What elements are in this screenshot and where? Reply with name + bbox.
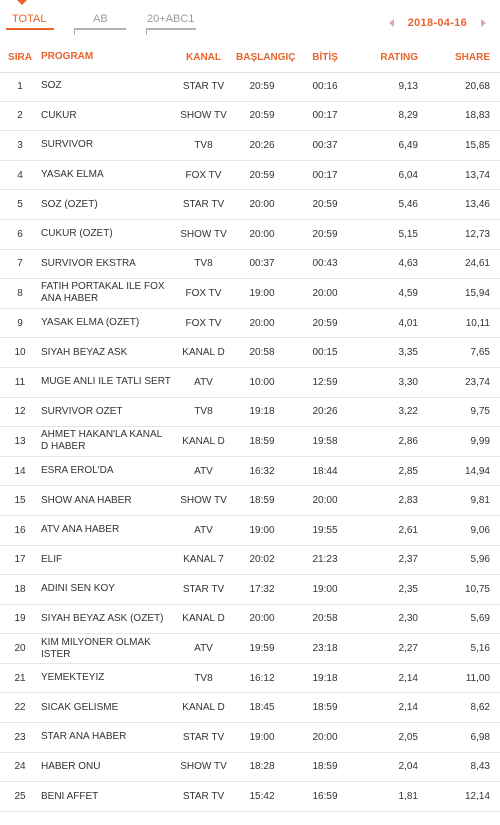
cell-rating: 2,14 xyxy=(398,702,418,714)
cell-bitis: 20:59 xyxy=(312,317,338,329)
cell-rating: 2,35 xyxy=(398,583,418,595)
cell-kanal: KANAL 7 xyxy=(183,554,224,566)
cell-baslangic: 19:59 xyxy=(249,643,275,655)
cell-program: MUGE ANLI ILE TATLI SERT xyxy=(41,376,171,388)
cell-rating: 3,35 xyxy=(398,347,418,359)
cell-kanal: ATV xyxy=(194,524,213,536)
cell-share: 15,85 xyxy=(464,139,490,151)
cell-rating: 2,30 xyxy=(398,613,418,625)
cell-rating: 2,86 xyxy=(398,435,418,447)
cell-program: SICAK GELISME xyxy=(41,701,119,713)
table-row xyxy=(0,634,500,664)
cell-kanal: STAR TV xyxy=(182,583,225,595)
cell-rank: 2 xyxy=(17,110,23,122)
table-row xyxy=(0,782,500,812)
cell-kanal: TV8 xyxy=(194,406,213,418)
cell-baslangic: 19:00 xyxy=(249,731,275,743)
cell-baslangic: 15:42 xyxy=(249,791,275,803)
cell-bitis: 19:00 xyxy=(312,583,338,595)
cell-baslangic: 17:32 xyxy=(249,583,275,595)
cell-kanal: SHOW TV xyxy=(180,228,227,240)
cell-program: HABER ONU xyxy=(41,760,101,772)
tab-ab-underline xyxy=(74,28,126,30)
cell-program: FATIH PORTAKAL ILE FOX ANA HABER xyxy=(41,281,165,305)
cell-program: STAR ANA HABER xyxy=(41,731,127,743)
cell-kanal: ATV xyxy=(194,376,213,388)
cell-rank: 11 xyxy=(14,376,26,388)
cell-share: 9,99 xyxy=(470,435,490,447)
cell-bitis: 00:17 xyxy=(312,110,338,122)
cell-bitis: 20:00 xyxy=(312,287,338,299)
cell-kanal: STAR TV xyxy=(182,80,225,92)
cell-baslangic: 00:37 xyxy=(249,258,275,270)
cell-kanal: SHOW TV xyxy=(180,110,227,122)
cell-share: 13,74 xyxy=(464,169,490,181)
table-row xyxy=(0,220,500,250)
table-row xyxy=(0,368,500,398)
table-row xyxy=(0,546,500,576)
cell-baslangic: 20:02 xyxy=(249,554,275,566)
cell-program: ESRA EROL'DA xyxy=(41,465,114,477)
cell-program: ELIF xyxy=(41,553,63,565)
table-row xyxy=(0,486,500,516)
cell-rank: 4 xyxy=(17,169,23,181)
next-date-icon[interactable] xyxy=(481,19,486,27)
table-row xyxy=(0,693,500,723)
cell-rank: 3 xyxy=(17,139,23,151)
table-row xyxy=(0,102,500,132)
cell-bitis: 19:18 xyxy=(312,672,338,684)
table-row xyxy=(0,161,500,191)
cell-program: AHMET HAKAN'LA KANAL D HABER xyxy=(41,429,162,453)
cell-rating: 2,83 xyxy=(398,495,418,507)
cell-rating: 3,30 xyxy=(398,376,418,388)
cell-rank: 6 xyxy=(17,228,23,240)
cell-rating: 2,61 xyxy=(398,524,418,536)
cell-rating: 4,01 xyxy=(398,317,418,329)
table-row xyxy=(0,309,500,339)
cell-program: YEMEKTEYIZ xyxy=(41,672,105,684)
cell-rank: 24 xyxy=(14,761,26,773)
current-date: 2018-04-16 xyxy=(407,17,467,29)
cell-bitis: 20:00 xyxy=(312,495,338,507)
cell-baslangic: 20:59 xyxy=(249,80,275,92)
table-row xyxy=(0,190,500,220)
cell-rating: 2,14 xyxy=(398,672,418,684)
active-tab-caret xyxy=(17,0,27,5)
cell-baslangic: 18:28 xyxy=(249,761,275,773)
cell-baslangic: 20:00 xyxy=(249,228,275,240)
table-row xyxy=(0,723,500,753)
cell-share: 14,94 xyxy=(464,465,490,477)
cell-baslangic: 19:00 xyxy=(249,287,275,299)
cell-share: 24,61 xyxy=(464,258,490,270)
cell-rank: 20 xyxy=(14,643,26,655)
cell-share: 7,65 xyxy=(470,347,490,359)
cell-share: 13,46 xyxy=(464,199,490,211)
cell-bitis: 19:58 xyxy=(312,435,338,447)
cell-bitis: 20:58 xyxy=(312,613,338,625)
cell-share: 20,68 xyxy=(464,80,490,92)
cell-rank: 25 xyxy=(14,791,26,803)
cell-program: BENI AFFET xyxy=(41,790,99,802)
header-bitis[interactable]: BİTİŞ xyxy=(312,51,338,63)
table-row xyxy=(0,250,500,280)
cell-rank: 18 xyxy=(14,583,26,595)
cell-kanal: TV8 xyxy=(194,258,213,270)
cell-baslangic: 18:59 xyxy=(249,435,275,447)
cell-program: CUKUR (OZET) xyxy=(41,228,113,240)
cell-share: 12,14 xyxy=(464,791,490,803)
cell-bitis: 00:16 xyxy=(312,80,338,92)
cell-baslangic: 20:58 xyxy=(249,347,275,359)
cell-baslangic: 20:59 xyxy=(249,169,275,181)
cell-bitis: 21:23 xyxy=(312,554,338,566)
cell-share: 6,98 xyxy=(470,731,490,743)
cell-share: 12,73 xyxy=(464,228,490,240)
tab-20-abc1-tick xyxy=(146,30,147,35)
cell-program: ATV ANA HABER xyxy=(41,524,120,536)
cell-rank: 23 xyxy=(14,731,26,743)
cell-share: 8,43 xyxy=(470,761,490,773)
table-row xyxy=(0,338,500,368)
cell-rating: 4,63 xyxy=(398,258,418,270)
cell-bitis: 00:43 xyxy=(312,258,338,270)
tab-total[interactable]: TOTAL xyxy=(12,13,47,25)
cell-bitis: 18:59 xyxy=(312,702,338,714)
tab-20-abc1-underline xyxy=(146,28,196,30)
cell-bitis: 12:59 xyxy=(312,376,338,388)
cell-kanal: KANAL D xyxy=(182,702,225,714)
cell-kanal: STAR TV xyxy=(182,199,225,211)
cell-kanal: SHOW TV xyxy=(180,761,227,773)
cell-baslangic: 16:32 xyxy=(249,465,275,477)
cell-bitis: 20:26 xyxy=(312,406,338,418)
cell-baslangic: 19:00 xyxy=(249,524,275,536)
cell-program: CUKUR xyxy=(41,109,77,121)
cell-bitis: 20:59 xyxy=(312,199,338,211)
cell-baslangic: 20:00 xyxy=(249,317,275,329)
table-row xyxy=(0,457,500,487)
cell-rank: 22 xyxy=(14,702,26,714)
tab-total-underline xyxy=(6,28,54,30)
table-row xyxy=(0,398,500,428)
cell-baslangic: 20:59 xyxy=(249,110,275,122)
cell-share: 23,74 xyxy=(464,376,490,388)
cell-program: ADINI SEN KOY xyxy=(41,583,115,595)
cell-share: 5,16 xyxy=(470,643,490,655)
cell-rating: 5,15 xyxy=(398,228,418,240)
cell-rank: 1 xyxy=(17,80,23,92)
cell-rating: 2,05 xyxy=(398,731,418,743)
cell-rank: 15 xyxy=(14,495,26,507)
cell-share: 5,96 xyxy=(470,554,490,566)
cell-rank: 10 xyxy=(14,347,26,359)
cell-rating: 5,46 xyxy=(398,199,418,211)
cell-share: 5,69 xyxy=(470,613,490,625)
cell-share: 8,62 xyxy=(470,702,490,714)
cell-bitis: 00:17 xyxy=(312,169,338,181)
cell-program: KIM MILYONER OLMAK ISTER xyxy=(41,636,151,660)
cell-rating: 8,29 xyxy=(398,110,418,122)
header-program[interactable]: PROGRAM xyxy=(41,51,94,62)
cell-bitis: 18:59 xyxy=(312,761,338,773)
cell-rating: 3,22 xyxy=(398,406,418,418)
cell-rating: 1,81 xyxy=(398,791,418,803)
cell-share: 15,94 xyxy=(464,287,490,299)
header-kanal[interactable]: KANAL xyxy=(186,51,221,63)
table-header xyxy=(0,42,500,73)
cell-rank: 9 xyxy=(17,317,23,329)
cell-program: YASAK ELMA (OZET) xyxy=(41,317,140,329)
cell-rating: 2,37 xyxy=(398,554,418,566)
cell-bitis: 00:15 xyxy=(312,347,338,359)
cell-baslangic: 10:00 xyxy=(249,376,275,388)
cell-rating: 6,49 xyxy=(398,139,418,151)
cell-bitis: 18:44 xyxy=(312,465,338,477)
cell-kanal: TV8 xyxy=(194,672,213,684)
cell-baslangic: 19:18 xyxy=(249,406,275,418)
cell-kanal: FOX TV xyxy=(185,287,222,299)
cell-program: SIYAH BEYAZ ASK xyxy=(41,346,128,358)
cell-rating: 6,04 xyxy=(398,169,418,181)
cell-rating: 4,59 xyxy=(398,287,418,299)
cell-bitis: 16:59 xyxy=(312,791,338,803)
tab-ab[interactable]: AB xyxy=(93,13,108,25)
cell-program: SURVIVOR xyxy=(41,139,94,151)
cell-kanal: SHOW TV xyxy=(180,495,227,507)
header-baslangic[interactable]: BAŞLANGIÇ xyxy=(236,51,296,63)
cell-baslangic: 20:26 xyxy=(249,139,275,151)
cell-baslangic: 20:00 xyxy=(249,613,275,625)
cell-rating: 2,27 xyxy=(398,643,418,655)
cell-share: 9,06 xyxy=(470,524,490,536)
cell-share: 9,75 xyxy=(470,406,490,418)
cell-rank: 16 xyxy=(14,524,26,536)
cell-kanal: STAR TV xyxy=(182,791,225,803)
cell-program: SURVIVOR EKSTRA xyxy=(41,257,136,269)
table-row xyxy=(0,664,500,694)
cell-share: 18,83 xyxy=(464,110,490,122)
cell-kanal: KANAL D xyxy=(182,613,225,625)
cell-rank: 5 xyxy=(17,199,23,211)
cell-program: SOZ (OZET) xyxy=(41,198,98,210)
cell-baslangic: 18:45 xyxy=(249,702,275,714)
cell-bitis: 23:18 xyxy=(312,643,338,655)
cell-program: SURVIVOR OZET xyxy=(41,405,123,417)
cell-kanal: STAR TV xyxy=(182,731,225,743)
cell-kanal: FOX TV xyxy=(185,317,222,329)
cell-rank: 21 xyxy=(14,672,26,684)
cell-kanal: ATV xyxy=(194,465,213,477)
cell-rank: 8 xyxy=(17,287,23,299)
cell-rank: 7 xyxy=(17,258,23,270)
table-row xyxy=(0,72,500,102)
cell-rating: 9,13 xyxy=(398,80,418,92)
cell-kanal: ATV xyxy=(194,643,213,655)
date-picker xyxy=(389,15,486,31)
table-row xyxy=(0,279,500,309)
header-rank[interactable]: SIRA xyxy=(8,51,32,63)
cell-rank: 19 xyxy=(14,613,26,625)
cell-baslangic: 18:59 xyxy=(249,495,275,507)
audience-tabs xyxy=(0,0,500,40)
cell-program: SOZ xyxy=(41,80,62,92)
cell-share: 10,11 xyxy=(465,317,490,329)
cell-baslangic: 20:00 xyxy=(249,199,275,211)
table-row xyxy=(0,131,500,161)
header-share[interactable]: SHARE xyxy=(454,51,490,63)
cell-rank: 13 xyxy=(14,435,26,447)
cell-share: 10,75 xyxy=(464,583,490,595)
cell-bitis: 19:55 xyxy=(312,524,338,536)
table-row xyxy=(0,575,500,605)
cell-kanal: TV8 xyxy=(194,139,213,151)
cell-program: SHOW ANA HABER xyxy=(41,494,132,506)
cell-kanal: FOX TV xyxy=(185,169,222,181)
cell-rating: 2,85 xyxy=(398,465,418,477)
table-row xyxy=(0,605,500,635)
cell-rank: 17 xyxy=(14,554,26,566)
header-rating[interactable]: RATING xyxy=(380,51,418,63)
cell-kanal: KANAL D xyxy=(182,347,225,359)
cell-rank: 12 xyxy=(14,406,26,418)
cell-bitis: 20:00 xyxy=(312,731,338,743)
ratings-table-body xyxy=(0,72,500,812)
table-row xyxy=(0,516,500,546)
tab-20-abc1[interactable]: 20+ABC1 xyxy=(147,13,195,25)
cell-baslangic: 16:12 xyxy=(249,672,275,684)
prev-date-icon[interactable] xyxy=(389,19,394,27)
cell-rating: 2,04 xyxy=(398,761,418,773)
cell-kanal: KANAL D xyxy=(182,435,225,447)
cell-program: SIYAH BEYAZ ASK (OZET) xyxy=(41,612,164,624)
cell-share: 9,81 xyxy=(470,495,490,507)
table-row xyxy=(0,753,500,783)
tab-ab-tick xyxy=(74,30,75,35)
cell-share: 11,00 xyxy=(465,672,490,684)
table-row xyxy=(0,427,500,457)
cell-rank: 14 xyxy=(14,465,26,477)
cell-program: YASAK ELMA xyxy=(41,169,104,181)
cell-bitis: 20:59 xyxy=(312,228,338,240)
cell-bitis: 00:37 xyxy=(312,139,338,151)
